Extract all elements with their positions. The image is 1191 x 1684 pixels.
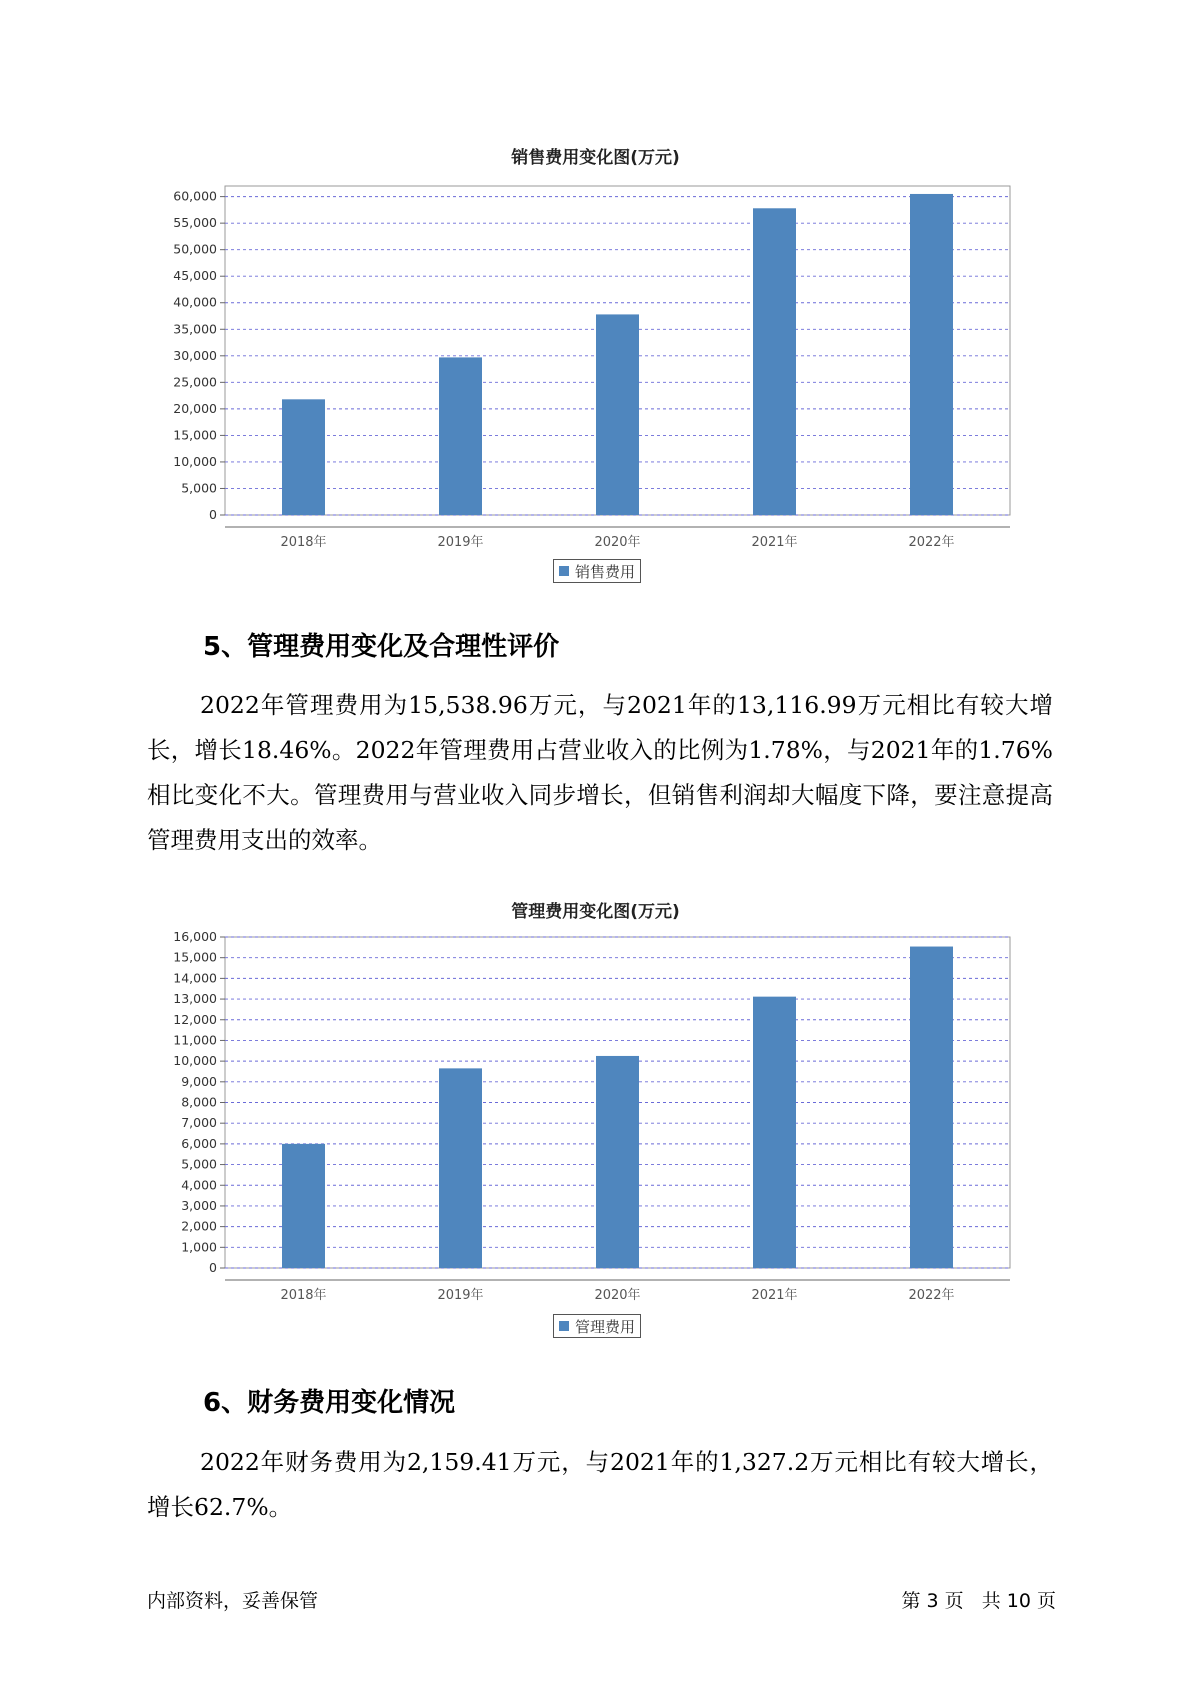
x-tick-label: 2018年	[280, 535, 327, 550]
x-tick-label: 2020年	[594, 535, 641, 550]
section6-heading: 6、财务费用变化情况	[203, 1388, 456, 1418]
y-tick-label: 10,000	[173, 453, 217, 469]
y-tick-label: 45,000	[173, 268, 217, 284]
x-tick-label: 2021年	[751, 535, 798, 550]
x-tick-label: 2020年	[594, 1288, 641, 1303]
y-tick-label: 4,000	[181, 1177, 217, 1193]
y-tick-label: 3,000	[181, 1197, 217, 1213]
y-tick-label: 50,000	[173, 241, 217, 257]
section5-paragraph: 2022年管理费用为15,538.96万元，与2021年的13,116.99万元相比有较大增长，增长18.46%。2022年管理费用占营业收入的比例为1.78%，与2021年的1.76%相比变化不大。管理费用与营业收入同步增长，但销售利润却大幅度下降，要注意提高管理费用支出的效率。	[147, 691, 1053, 854]
bar	[596, 1056, 639, 1268]
section5-heading: 5、管理费用变化及合理性评价	[203, 632, 560, 662]
x-tick-label: 2022年	[908, 1288, 955, 1303]
bar	[910, 947, 953, 1268]
bar	[282, 1144, 325, 1268]
y-tick-label: 16,000	[173, 929, 217, 944]
y-tick-label: 7,000	[181, 1115, 217, 1131]
legend-label: 管理费用	[575, 1317, 636, 1336]
y-tick-label: 0	[209, 1260, 217, 1275]
chart2-legend	[553, 1314, 641, 1338]
x-tick-label: 2021年	[751, 1288, 798, 1303]
legend-swatch	[559, 1321, 569, 1331]
x-tick-label: 2018年	[280, 1288, 327, 1303]
bar	[753, 997, 796, 1268]
y-tick-label: 35,000	[173, 321, 217, 337]
y-tick-label: 13,000	[173, 991, 217, 1007]
y-tick-label: 55,000	[173, 215, 217, 231]
x-tick-label: 2019年	[437, 1288, 484, 1303]
y-tick-label: 40,000	[173, 294, 217, 310]
y-tick-label: 20,000	[173, 400, 217, 416]
y-tick-label: 60,000	[173, 188, 217, 204]
y-tick-label: 8,000	[181, 1094, 217, 1110]
y-tick-label: 0	[209, 507, 217, 522]
footer-left: 内部资料，妥善保管	[147, 1590, 319, 1612]
y-tick-label: 14,000	[173, 970, 217, 986]
chart2-title: 管理费用变化图(万元)	[511, 902, 680, 922]
y-tick-label: 1,000	[181, 1239, 217, 1255]
chart1-title: 销售费用变化图(万元)	[511, 148, 680, 168]
y-tick-label: 25,000	[173, 374, 217, 390]
y-tick-label: 5,000	[181, 480, 217, 496]
footer-page-number: 第 3 页 共 10 页	[901, 1590, 1056, 1612]
y-tick-label: 10,000	[173, 1053, 217, 1069]
y-tick-label: 15,000	[173, 949, 217, 965]
y-tick-label: 15,000	[173, 427, 217, 443]
x-tick-label: 2019年	[437, 535, 484, 550]
x-tick-label: 2022年	[908, 535, 955, 550]
legend-label: 销售费用	[575, 562, 636, 581]
y-tick-label: 11,000	[173, 1032, 217, 1048]
bar	[439, 1068, 482, 1268]
y-tick-label: 30,000	[173, 347, 217, 363]
y-tick-label: 6,000	[181, 1135, 217, 1151]
y-tick-label: 2,000	[181, 1218, 217, 1234]
y-tick-label: 9,000	[181, 1073, 217, 1089]
y-tick-label: 5,000	[181, 1156, 217, 1172]
section6-paragraph: 2022年财务费用为2,159.41万元，与2021年的1,327.2万元相比有较大增长，增长62.7%。	[147, 1448, 1053, 1521]
y-tick-label: 12,000	[173, 1011, 217, 1027]
